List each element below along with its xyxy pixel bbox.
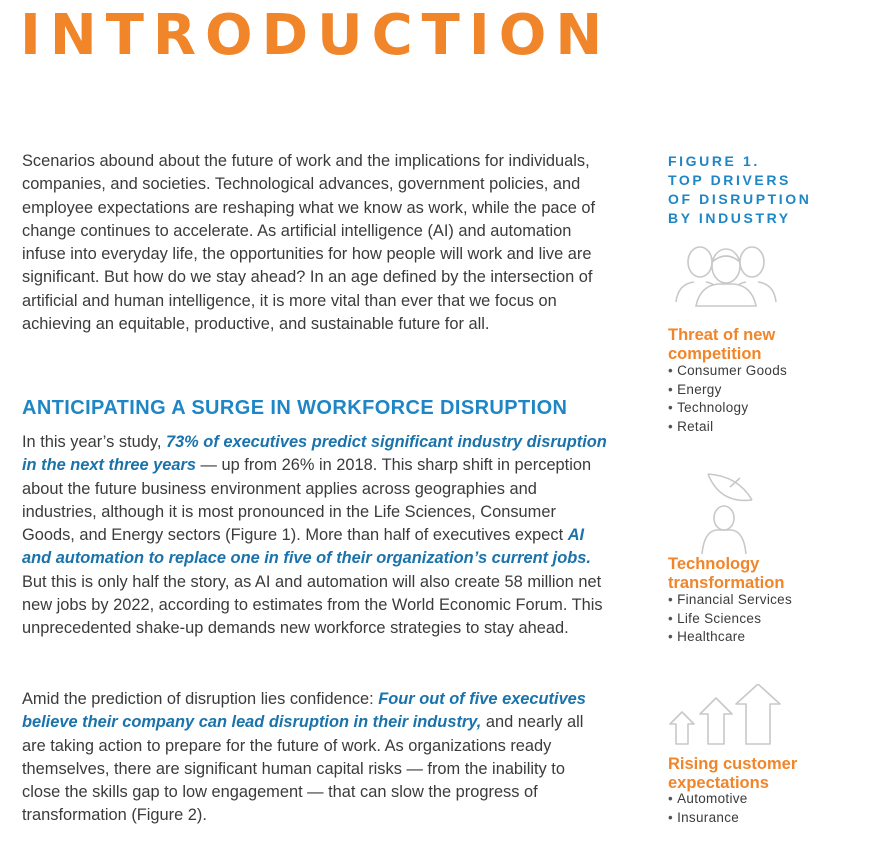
figure-title-line: OF DISRUPTION	[668, 191, 812, 207]
text-run: Amid the prediction of disruption lies confidence:	[22, 690, 379, 708]
figure-title-line: BY INDUSTRY	[668, 210, 791, 226]
list-item: • Technology	[668, 399, 787, 418]
figure-title	[668, 152, 858, 228]
list-item: • Retail	[668, 418, 787, 437]
section-heading: ANTICIPATING A SURGE IN WORKFORCE DISRUPTION	[22, 397, 568, 419]
figure-title-line: TOP DRIVERS	[668, 172, 791, 188]
list-item: • Energy	[668, 381, 787, 400]
text-run: In this year’s study,	[22, 433, 166, 451]
person-satellite-icon	[680, 470, 772, 554]
people-group-icon	[672, 240, 780, 310]
confidence-paragraph	[22, 688, 607, 828]
list-item: • Insurance	[668, 809, 748, 828]
text-run: and nearly all are taking action to prepare for the future of work. As organizations ready themselves, there are significant human capital risks — from the inability to close the skills gap to low engagement — that can slow the progress of transformation (Figure 2).	[22, 713, 584, 825]
category-title: Rising customer expectations	[668, 755, 798, 792]
list-item: • Life Sciences	[668, 610, 792, 629]
highlighted-stat: AI and automation to replace one in five of their organization’s current jobs.	[22, 526, 591, 568]
list-item: • Financial Services	[668, 591, 792, 610]
rising-arrows-icon	[668, 684, 784, 746]
category-list	[668, 362, 787, 436]
page-title: INTRODUCTION	[20, 3, 612, 68]
list-item: • Automotive	[668, 790, 748, 809]
disruption-paragraph	[22, 431, 607, 641]
list-item: • Consumer Goods	[668, 362, 787, 381]
text-run: — up from 26% in 2018. This sharp shift in perception about the future business environment applies across geographies and industries, although it is most pronounced in the Life Sciences, Consumer Goods, and Energy sectors (Figure 1). More than half of executives expect	[22, 456, 592, 545]
list-item: • Healthcare	[668, 628, 792, 647]
highlighted-stat: 73% of executives predict significant industry disruption in the next three years	[22, 433, 607, 475]
category-title: Threat of new competition	[668, 326, 776, 363]
figure-title-line: FIGURE 1.	[668, 153, 760, 169]
intro-paragraph: Scenarios abound about the future of work and the implications for individuals, companies, and societies. Technological advances, government policies, and employee expectations are reshaping what we know as work, while the pace of change continues to accelerate. As artificial intelligence (AI) and automation infuse into everyday life, the opportunities for how people will work and live are significant. But how do we stay ahead? In an age defined by the intersection of artificial and human intelligence, it is more vital than ever that we focus on achieving an equitable, productive, and sustainable future for all.	[22, 152, 596, 334]
highlighted-stat: Four out of five executives believe their company can lead disruption in their industry,	[22, 690, 586, 732]
category-list	[668, 591, 792, 647]
category-list	[668, 790, 748, 827]
text-run: But this is only half the story, as AI and automation will also create 58 million net new jobs by 2022, according to estimates from the World Economic Forum. This unprecedented shake-up demands new workforce strategies to stay ahead.	[22, 572, 603, 638]
category-title: Technology transformation	[668, 555, 785, 592]
